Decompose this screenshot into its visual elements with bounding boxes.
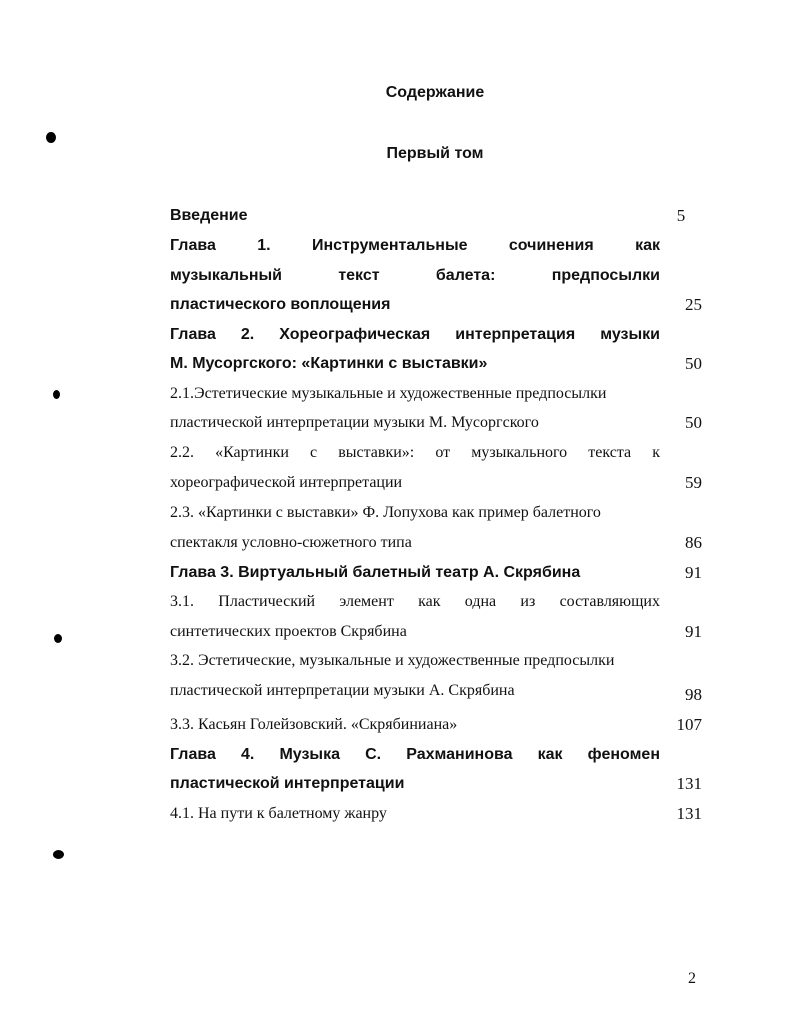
table-of-contents	[170, 0, 702, 1019]
toc-entry-chapter1-line: Глава 1. Инструментальные сочинения как	[170, 237, 660, 254]
toc-entry-section-3-2-page: 98	[685, 685, 702, 704]
toc-entry-intro-line: Введение	[170, 207, 248, 224]
toc-entry-chapter4-line: пластической интерпретации	[170, 775, 405, 792]
toc-entry-chapter1-page: 25	[685, 295, 702, 314]
toc-entry-section-2-2-line: хореографической интерпретации	[170, 474, 403, 491]
toc-entry-chapter1-line: пластического воплощения	[170, 296, 391, 313]
toc-entry-intro-page: 5	[676, 206, 686, 225]
toc-entry-chapter3-page: 91	[685, 563, 702, 582]
toc-entry-chapter2-line: М. Мусоргского: «Картинки с выставки»	[170, 355, 488, 372]
toc-entry-section-4-1-page: 131	[676, 804, 702, 823]
toc-entry-section-2-1-line: пластической интерпретации музыки М. Мусоргского	[170, 414, 539, 431]
binder-hole-mark	[53, 390, 60, 399]
toc-entry-section-3-1-page: 91	[685, 622, 702, 641]
page-number: 2	[688, 970, 696, 987]
toc-entry-section-3-2-line: пластической интерпретации музыки А. Скрябина	[170, 682, 515, 699]
toc-entry-chapter4-page: 131	[676, 774, 702, 793]
toc-entry-section-3-3-page: 107	[676, 715, 702, 734]
toc-entry-section-2-3-page: 86	[685, 533, 702, 552]
toc-entry-section-2-2-line: 2.2. «Картинки с выставки»: от музыкального текста к	[170, 444, 660, 461]
binder-hole-mark	[54, 634, 62, 643]
binder-hole-mark	[46, 132, 56, 143]
toc-entry-section-3-1-line: 3.1. Пластический элемент как одна из составляющих	[170, 593, 660, 610]
toc-entry-chapter4-line: Глава 4. Музыка С. Рахманинова как феномен	[170, 746, 660, 763]
toc-entry-section-3-1-line: синтетических проектов Скрябина	[170, 623, 407, 640]
toc-entry-section-2-2-page: 59	[685, 473, 702, 492]
toc-entry-section-2-3-line: 2.3. «Картинки с выставки» Ф. Лопухова как пример балетного	[170, 504, 601, 521]
toc-entry-chapter2-line: Глава 2. Хореографическая интерпретация музыки	[170, 326, 660, 343]
page-heading-contents: Содержание	[385, 84, 485, 101]
toc-entry-chapter2-page: 50	[685, 354, 702, 373]
toc-entry-section-2-1-line: 2.1.Эстетические музыкальные и художественные предпосылки	[170, 385, 607, 402]
binder-hole-mark	[53, 850, 64, 859]
toc-entry-section-4-1-line: 4.1. На пути к балетному жанру	[170, 805, 387, 822]
toc-entry-section-3-2-line: 3.2. Эстетические, музыкальные и художественные предпосылки	[170, 652, 615, 669]
toc-entry-chapter3-line: Глава 3. Виртуальный балетный театр А. Скрябина	[170, 564, 581, 581]
toc-entry-chapter1-line: музыкальный текст балета: предпосылки	[170, 267, 660, 284]
toc-entry-section-2-1-page: 50	[685, 413, 702, 432]
toc-entry-section-2-3-line: спектакля условно-сюжетного типа	[170, 534, 412, 551]
toc-entry-section-3-3-line: 3.3. Касьян Голейзовский. «Скрябиниана»	[170, 716, 458, 733]
page-heading-volume: Первый том	[386, 145, 484, 162]
